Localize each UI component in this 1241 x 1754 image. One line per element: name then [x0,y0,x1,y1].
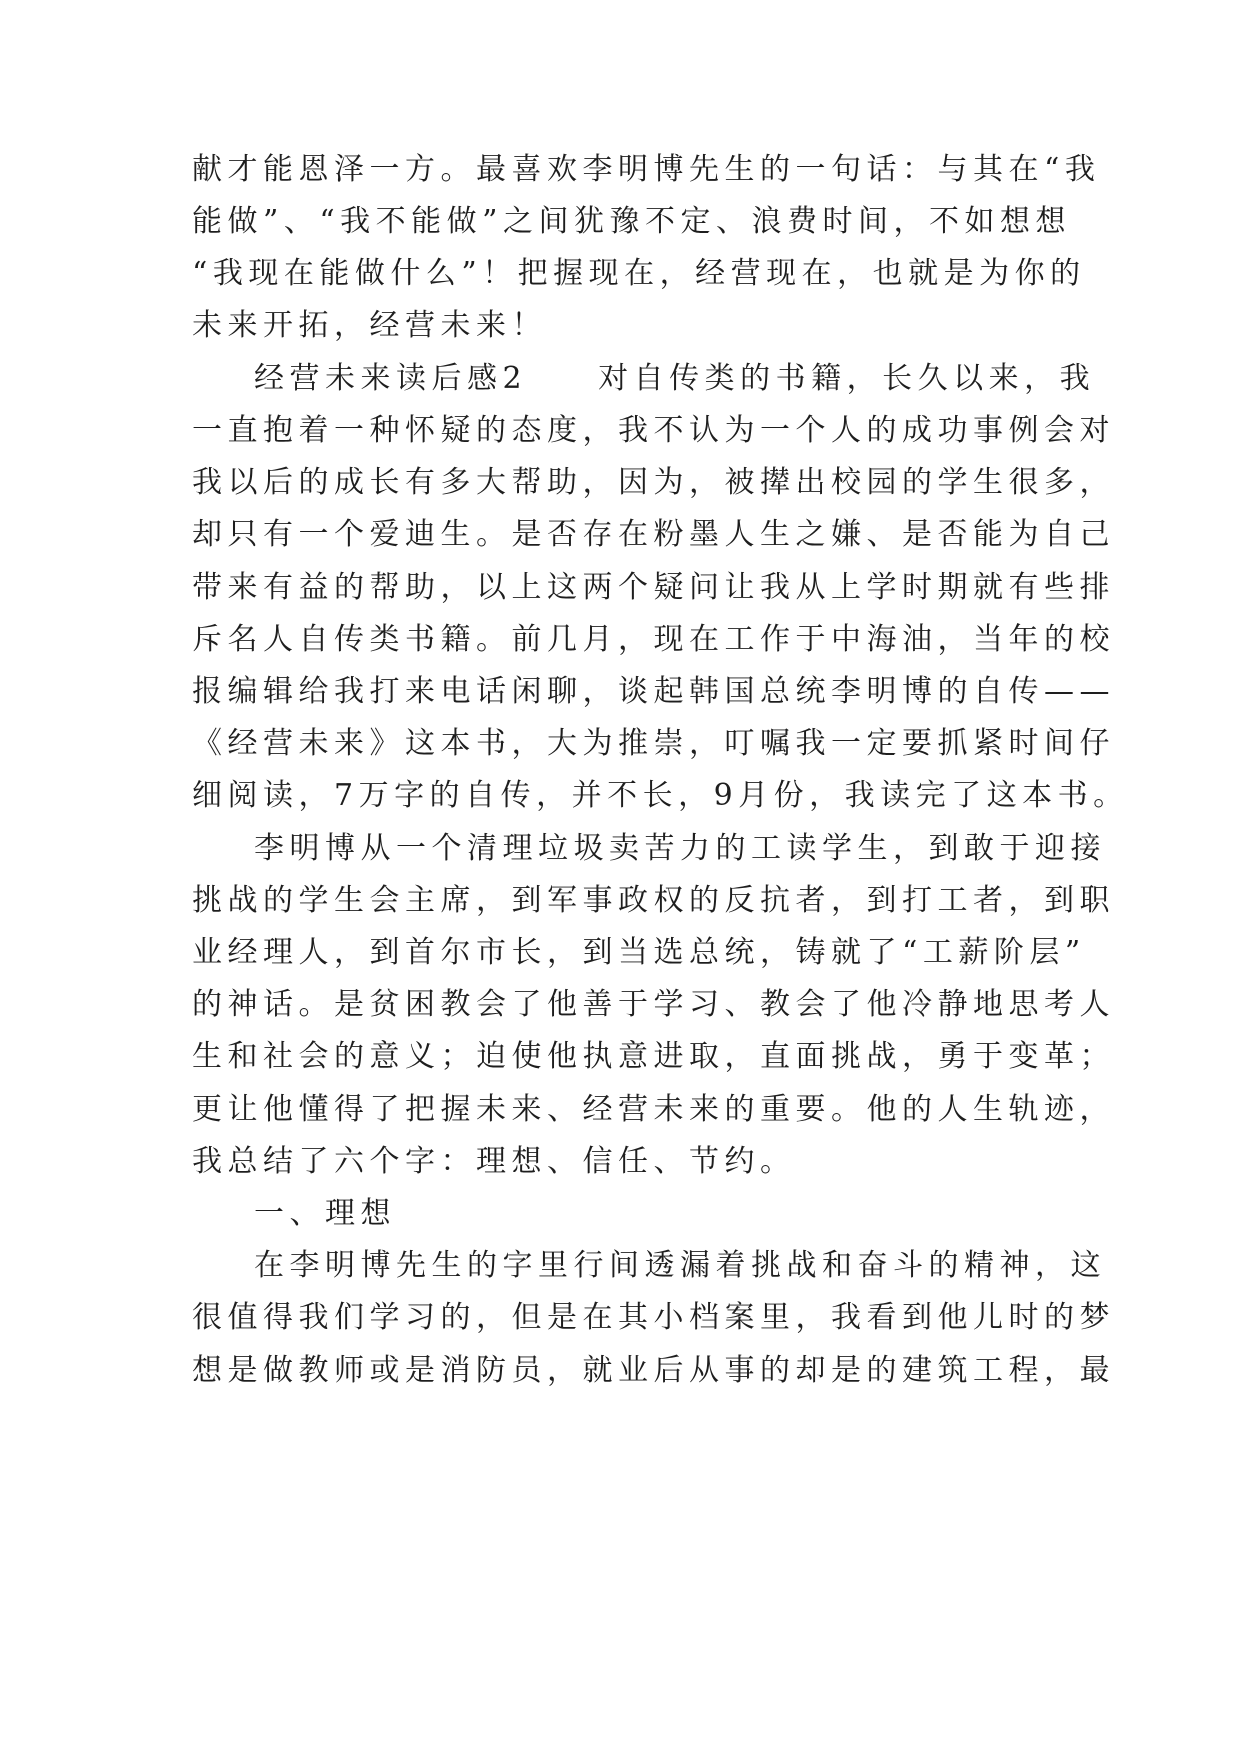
text-line: 在李明博先生的字里行间透漏着挑战和奋斗的精神，这 [254,1248,1106,1283]
text-line: 李明博从一个清理垃圾卖苦力的工读学生，到敢于迎接 [254,831,1106,866]
text-line: 很值得我们学习的，但是在其小档案里，我看到他儿时的梦 [192,1300,1115,1335]
text-line: 生和社会的意义；迫使他执意进取，直面挑战，勇于变革； [192,1039,1115,1074]
text-line: 我总结了六个字：理想、信任、节约。 [192,1144,796,1179]
text-line: 一直抱着一种怀疑的态度，我不认为一个人的成功事例会对 [192,413,1115,448]
text-line: “我现在能做什么”！把握现在，经营现在，也就是为你的 [192,256,1086,291]
text-line: 能做”、“我不能做”之间犹豫不定、浪费时间，不如想想 [192,204,1072,239]
text-line: 经营未来读后感2 对自传类的书籍，长久以来，我 [254,361,1096,396]
text-line: 带来有益的帮助，以上这两个疑问让我从上学时期就有些排 [192,570,1115,605]
text-line: 挑战的学生会主席，到军事政权的反抗者，到打工者，到职 [192,883,1115,918]
text-line: 未来开拓，经营未来！ [192,308,547,343]
text-line: 想是做教师或是消防员，就业后从事的却是的建筑工程，最 [192,1353,1115,1388]
text-line: 献才能恩泽一方。最喜欢李明博先生的一句话：与其在“我 [192,152,1101,187]
text-line: 的神话。是贫困教会了他善于学习、教会了他冷静地思考人 [192,987,1115,1022]
section-heading: 一、理想 [254,1196,396,1231]
text-line: 斥名人自传类书籍。前几月，现在工作于中海油，当年的校 [192,622,1115,657]
text-line: 我以后的成长有多大帮助，因为，被撵出校园的学生很多， [192,465,1115,500]
text-line: 业经理人，到首尔市长，到当选总统，铸就了“工薪阶层” [192,935,1086,970]
text-line: 更让他懂得了把握未来、经营未来的重要。他的人生轨迹， [192,1092,1115,1127]
text-line: 报编辑给我打来电话闲聊，谈起韩国总统李明博的自传—— [192,674,1115,709]
text-line: 细阅读，7万字的自传，并不长，9月份，我读完了这本书。 [192,778,1129,813]
text-line: 《经营未来》这本书，大为推崇，叮嘱我一定要抓紧时间仔 [192,726,1115,761]
text-line: 却只有一个爱迪生。是否存在粉墨人生之嫌、是否能为自己 [192,517,1115,552]
